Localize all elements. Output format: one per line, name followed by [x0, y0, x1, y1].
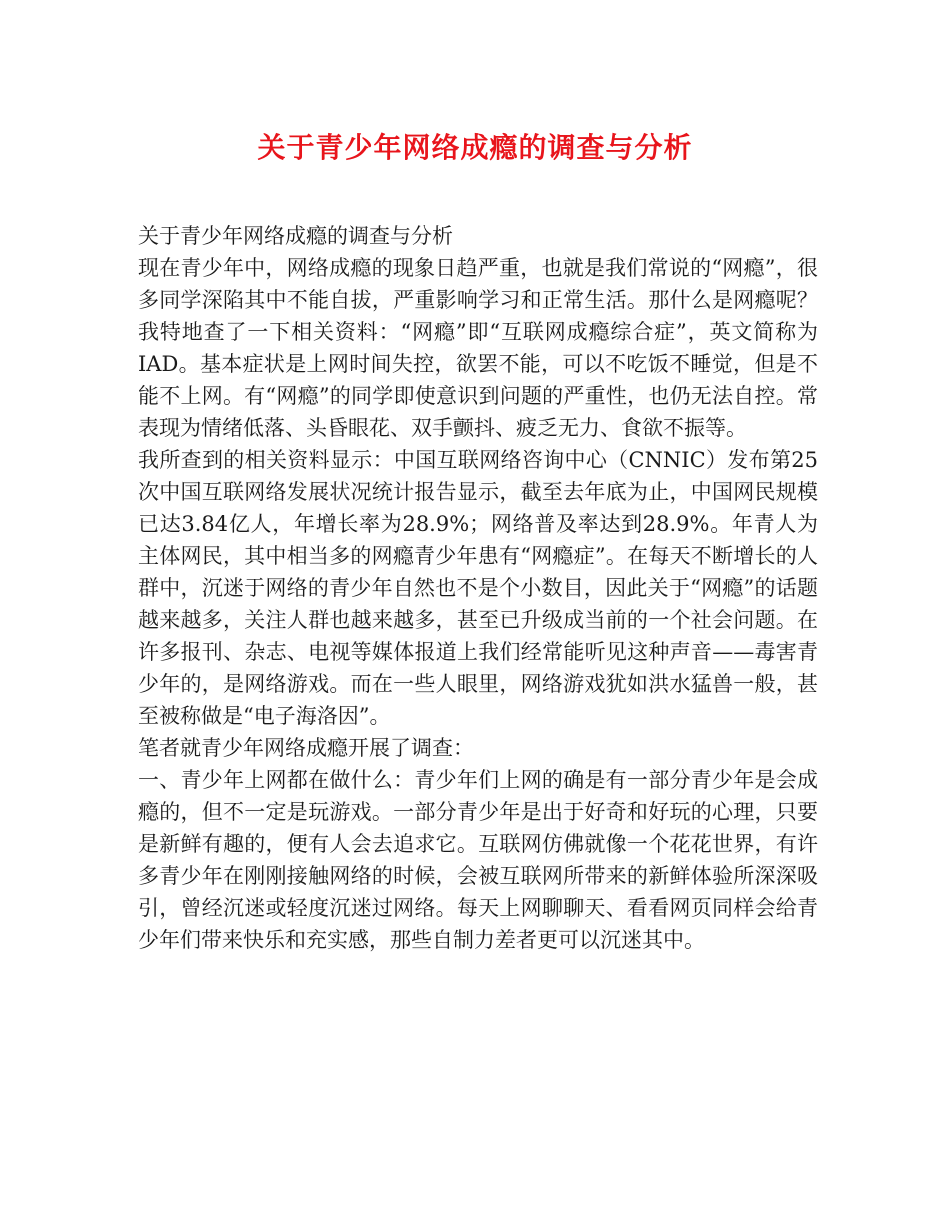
paragraph-intro: 现在青少年中，网络成瘾的现象日趋严重，也就是我们常说的“网瘾”，很多同学深陷其中不能自拔，严重影响学习和正常生活。那什么是网瘾呢？我特地查了一下相关资料：“网瘾”即“互联网成瘾综合症”，英文简称为IAD。基本症状是上网时间失控，欲罢不能，可以不吃饭不睡觉，但是不能不上网。有“网瘾”的同学即使意识到问题的严重性，也仍无法自控。常表现为情绪低落、头昏眼花、双手颤抖、疲乏无力、食欲不振等。 — [138, 256, 818, 440]
paragraph-survey-lead: 笔者就青少年网络成瘾开展了调查： — [138, 736, 474, 760]
document-title: 关于青少年网络成瘾的调查与分析 — [257, 131, 693, 164]
paragraph-statistics: 我所查到的相关资料显示：中国互联网络咨询中心（CNNIC）发布第25次中国互联网络发展状况统计报告显示，截至去年底为止，中国网民规模已达3.84亿人，年增长率为28.9%；网络普及率达到28.9%。年青人为主体网民，其中相当多的网瘾青少年患有“网瘾症”。在每天不断增长的人群中，沉迷于网络的青少年自然也不是个小数目，因此关于“网瘾”的话题越来越多，关注人群也越来越多，甚至已升级成当前的一个社会问题。在许多报刊、杂志、电视等媒体报道上我们经常能听见这种声音——毒害青少年的，是网络游戏。而在一些人眼里，网络游戏犹如洪水猛兽一般，甚至被称做是“电子海洛因”。 — [138, 448, 818, 728]
paragraph-subtitle: 关于青少年网络成瘾的调查与分析 — [138, 224, 453, 248]
paragraph-section-one: 一、青少年上网都在做什么：青少年们上网的确是有一部分青少年是会成瘾的，但不一定是玩游戏。一部分青少年是出于好奇和好玩的心理，只要是新鲜有趣的，便有人会去追求它。互联网仿佛就像一个花花世界，有许多青少年在刚刚接触网络的时候，会被互联网所带来的新鲜体验所深深吸引，曾经沉迷或轻度沉迷过网络。每天上网聊聊天、看看网页同样会给青少年们带来快乐和充实感，那些自制力差者更可以沉迷其中。 — [138, 768, 818, 952]
document-body — [138, 220, 818, 956]
